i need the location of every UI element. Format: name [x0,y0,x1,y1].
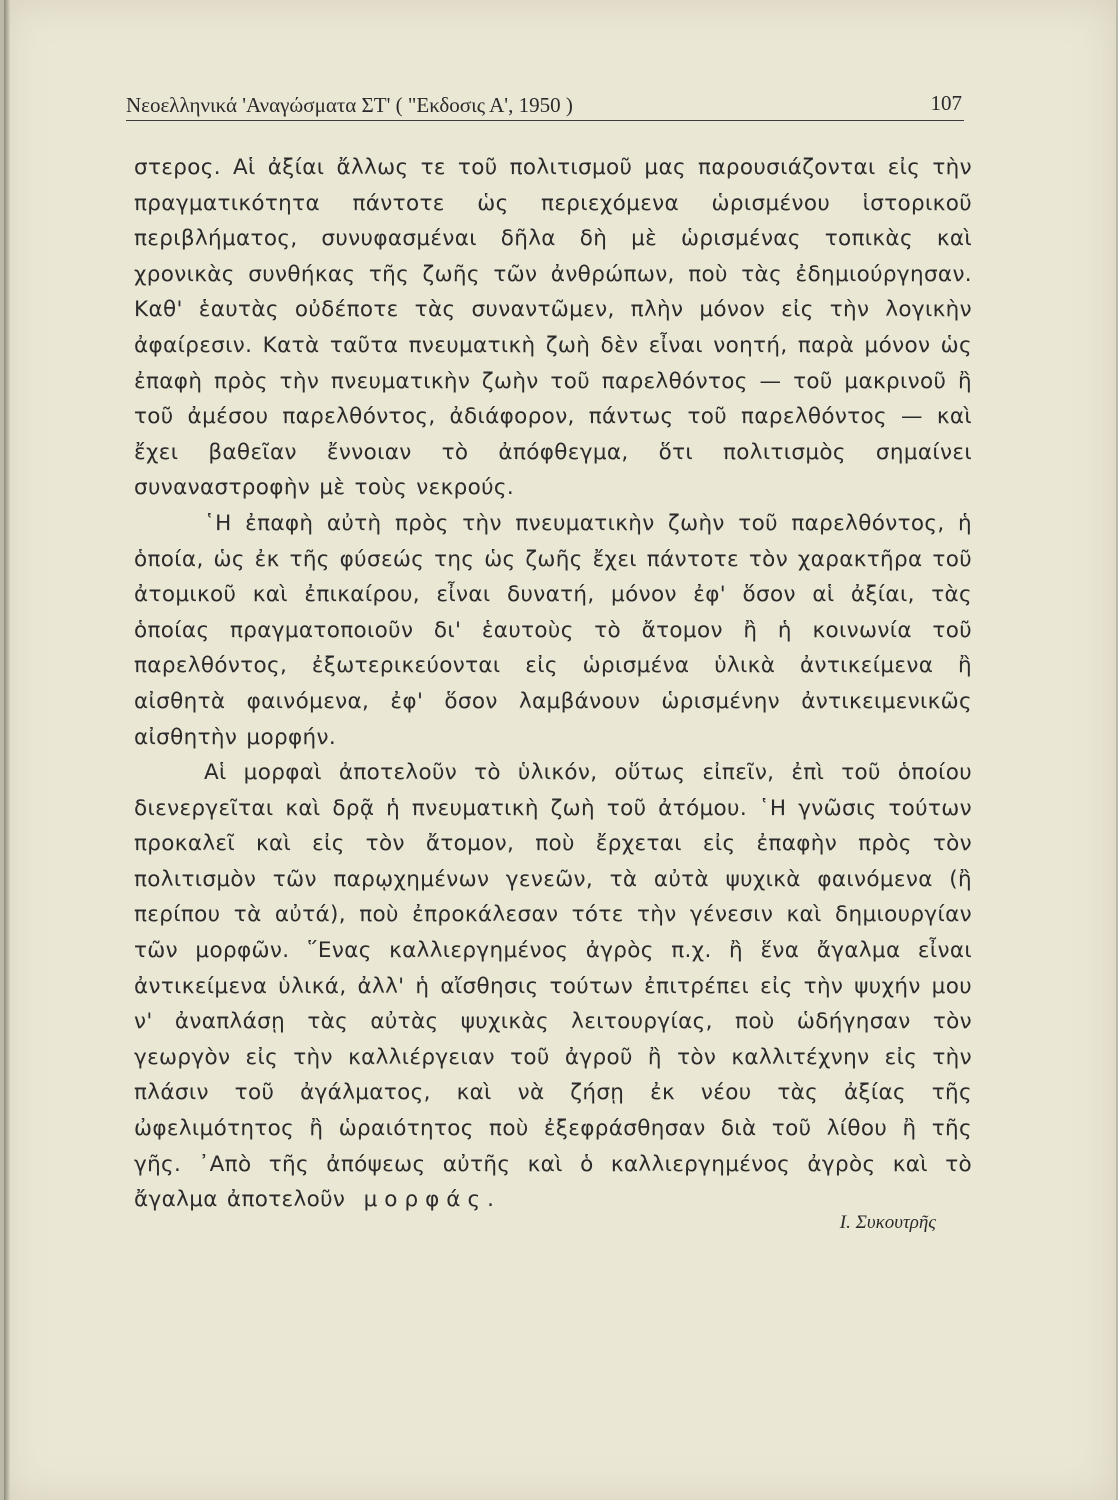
running-title: Νεοελληνικά 'Αναγώσματα ΣΤ' ( "Εκδοσις Α', 1950 ) [126,93,573,117]
paragraph-text: Αἱ μορφαὶ ἀποτελοῦν τὸ ὑλικόν, οὕτως εἰπεῖν, ἐπὶ τοῦ ὁποίου διενεργεῖται καὶ δρᾷ ἡ πνευματικὴ ζωὴ τοῦ ἀτόμου. ῾Η γνῶσις τούτων προκαλεῖ καὶ εἰς τὸν ἄτομον, ποὺ ἔρχεται εἰς ἐπαφὴν πρὸς τὸν πολιτισμὸν τῶν παρῳχημένων γενεῶν, τὰ αὐτὰ ψυχικὰ φαινόμενα (ἢ περίπου τὰ αὐτά), ποὺ ἐπροκάλεσαν τότε τὴν γένεσιν καὶ δημιουργίαν τῶν μορφῶν. ῞Ενας καλλιεργημένος ἀγρὸς π.χ. ἢ ἕνα ἄγαλμα εἶναι ἀντικείμενα ὑλικά, ἀλλ' ἡ αἴσθησις τούτων ἐπιτρέπει εἰς τὴν ψυχήν μου ν' ἀναπλάσῃ τὰς αὐτὰς ψυχικὰς λειτουργίας, ποὺ ὡδήγησαν τὸν γεωργὸν εἰς τὴν καλλιέργειαν τοῦ ἀγροῦ ἢ τὸν καλλιτέχνην εἰς τὴν πλάσιν τοῦ ἀγάλματος, καὶ νὰ ζήσῃ ἐκ νέου τὰς ἀξίας τῆς ὠφελιμότητος ἢ ὡραιότητος ποὺ ἐξεφράσθησαν διὰ τοῦ λίθου ἢ τῆς γῆς. ᾿Απὸ τῆς ἀπόψεως αὐτῆς καὶ ὁ καλλιεργημένος ἀγρὸς καὶ τὸ ἄγαλμα ἀποτελοῦν [134,760,972,1213]
body-text [134,150,972,1218]
paragraph: στερος. Αἱ ἀξίαι ἄλλως τε τοῦ πολιτισμοῦ μας παρουσιάζονται εἰς τὴν πραγματικότητα πάντοτε ὡς περιεχόμενα ὡρισμένου ἱστορικοῦ περιβλήματος, συνυφασμέναι δῆλα δὴ μὲ ὡρισμένας τοπικὰς καὶ χρονικὰς συνθήκας τῆς ζωῆς τῶν ἀνθρώπων, ποὺ τὰς ἐδημιούργησαν. Καθ' ἑαυτὰς οὐδέποτε τὰς συναντῶμεν, πλὴν μόνον εἰς τὴν λογικὴν ἀφαίρεσιν. Κατὰ ταῦτα πνευματικὴ ζωὴ δὲν εἶναι νοητή, παρὰ μόνον ὡς ἐπαφὴ πρὸς τὴν πνευματικὴν ζωὴν τοῦ παρελθόντος — τοῦ μακρινοῦ ἢ τοῦ ἀμέσου παρελθόντος, ἀδιάφορον, πάντως τοῦ παρελθόντος — καὶ ἔχει βαθεῖαν ἔννοιαν τὸ ἀπόφθεγμα, ὅτι πολιτισμὸς σημαίνει συναναστροφὴν μὲ τοὺς νεκρούς. [134,155,972,501]
paragraph: ῾Η ἐπαφὴ αὐτὴ πρὸς τὴν πνευματικὴν ζωὴν τοῦ παρελθόντος, ἡ ὁποία, ὡς ἐκ τῆς φύσεώς της ὡς ζωῆς ἔχει πάντοτε τὸν χαρακτῆρα τοῦ ἀτομικοῦ καὶ ἐπικαίρου, εἶναι δυνατή, μόνον ἐφ' ὅσον αἱ ἀξίαι, τὰς ὁποίας πραγματοποιοῦν δι' ἑαυτοὺς τὸ ἄτομον ἢ ἡ κοινωνία τοῦ παρελθόντος, ἐξωτερικεύονται εἰς ὡρισμένα ὑλικὰ ἀντικείμενα ἢ αἰσθητὰ φαινόμενα, ἐφ' ὅσον λαμβάνουν ὡρισμένην ἀντικειμενικῶς αἰσθητὴν μορφήν. [134,510,972,750]
page-edge-shadow [4,0,10,1500]
running-header [126,86,964,121]
paragraph [134,755,972,1218]
emphasized-word: μορφάς. [363,1187,501,1213]
page-number: 107 [930,91,962,115]
book-page [4,0,1116,1500]
author-signature: Ι. Συκουτρῆς [839,1212,936,1233]
